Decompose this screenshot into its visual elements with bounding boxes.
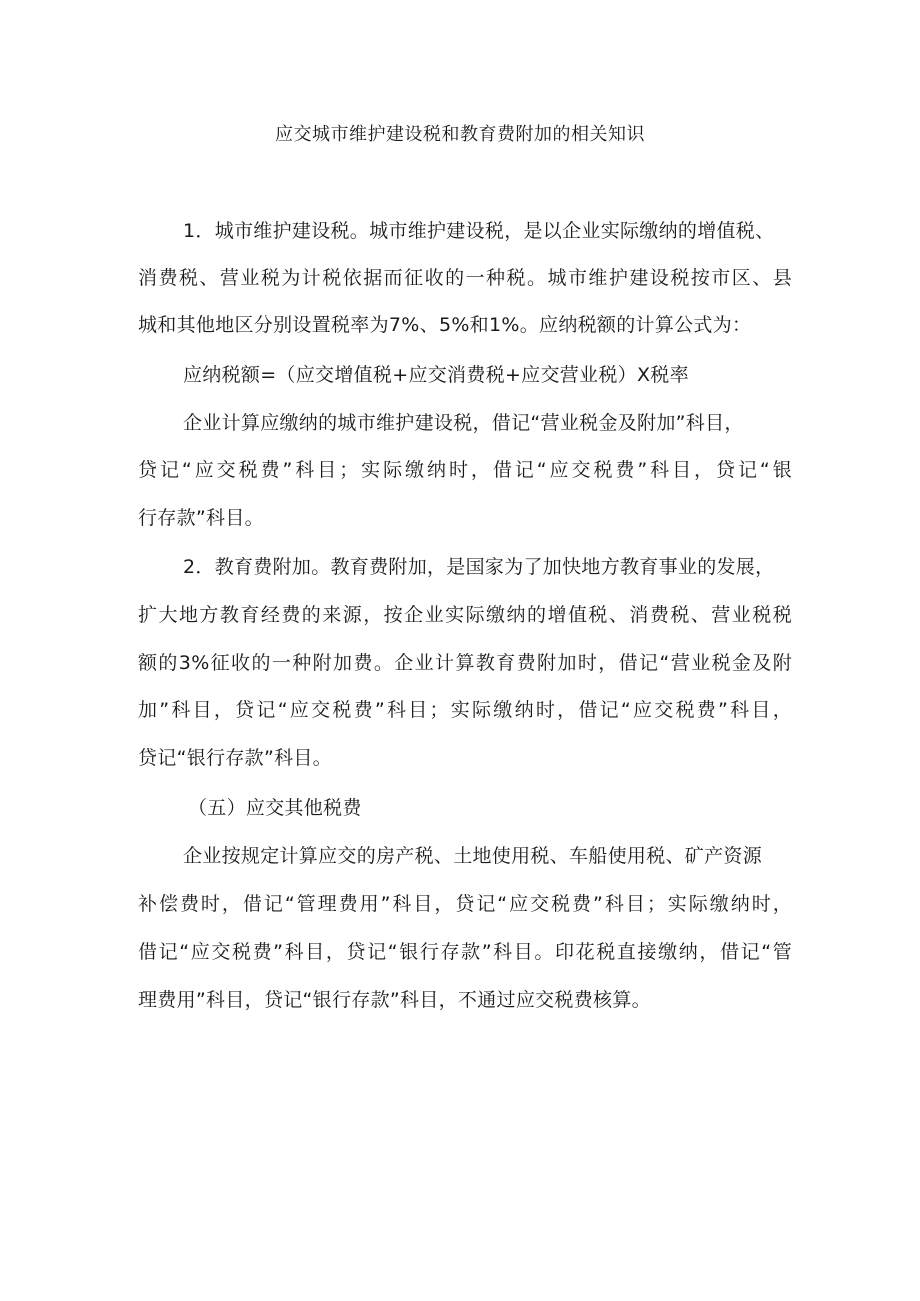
section-heading: （五）应交其他税费 [188, 797, 362, 819]
paragraph-3-line-2: 扩大地方教育经费的来源，按企业实际缴纳的增值税、消费税、营业税税 [138, 604, 792, 626]
paragraph-3-line-4: 加”科目，贷记“应交税费”科目；实际缴纳时，借记“应交税费”科目， [138, 699, 792, 721]
paragraph-4-line-4: 理费用”科目，贷记“银行存款”科目，不通过应交税费核算。 [138, 989, 651, 1011]
paragraph-4-line-2: 补偿费时，借记“管理费用”科目，贷记“应交税费”科目；实际缴纳时， [138, 893, 792, 915]
document-title: 应交城市维护建设税和教育费附加的相关知识 [275, 124, 645, 145]
formula-line: 应纳税额=（应交增值税+应交消费税+应交营业税）X税率 [183, 364, 689, 386]
paragraph-3-line-5: 贷记“银行存款”科目。 [138, 747, 332, 769]
paragraph-4-line-3: 借记“应交税费”科目，贷记“银行存款”科目。印花税直接缴纳，借记“管 [138, 941, 792, 963]
paragraph-4-line-1: 企业按规定计算应交的房产税、土地使用税、车船使用税、矿产资源 [183, 845, 763, 867]
paragraph-3-line-3: 额的3%征收的一种附加费。企业计算教育费附加时，借记“营业税金及附 [138, 652, 792, 674]
paragraph-1-line-2: 消费税、营业税为计税依据而征收的一种税。城市维护建设税按市区、县 [138, 267, 792, 289]
paragraph-3-line-1: 2．教育费附加。教育费附加，是国家为了加快地方教育事业的发展， [183, 556, 775, 578]
paragraph-2-line-3: 行存款”科目。 [138, 507, 264, 529]
paragraph-2-line-1: 企业计算应缴纳的城市维护建设税，借记“营业税金及附加”科目， [183, 412, 744, 434]
paragraph-2-line-2: 贷记“应交税费”科目；实际缴纳时，借记“应交税费”科目，贷记“银 [138, 459, 792, 481]
paragraph-1-line-1: 1．城市维护建设税。城市维护建设税，是以企业实际缴纳的增值税、 [183, 220, 775, 242]
paragraph-1-line-3: 城和其他地区分别设置税率为7%、5%和1%。应纳税额的计算公式为： [138, 314, 752, 336]
